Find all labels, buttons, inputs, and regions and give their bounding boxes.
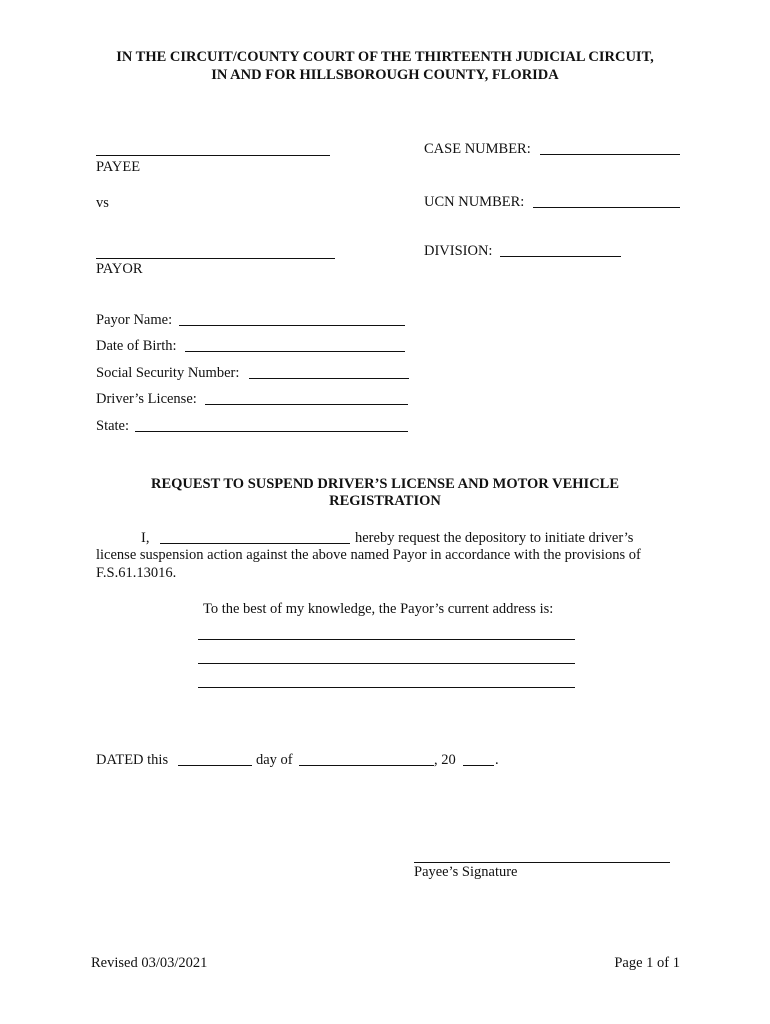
ucn-number-line[interactable] bbox=[533, 207, 680, 208]
division-label: DIVISION: bbox=[424, 243, 493, 259]
payor-name-label: Payor Name: bbox=[96, 312, 173, 328]
revised-date: Revised 03/03/2021 bbox=[91, 955, 208, 971]
address-line-2[interactable] bbox=[198, 663, 575, 664]
request-text-line1: hereby request the depository to initiate driver’s bbox=[355, 530, 634, 546]
ucn-number-label: UCN NUMBER: bbox=[424, 194, 525, 210]
i-label: I, bbox=[141, 530, 150, 546]
state-field[interactable] bbox=[135, 431, 408, 432]
drivers-license-label: Driver’s License: bbox=[96, 391, 197, 407]
page-number: Page 1 of 1 bbox=[614, 955, 680, 971]
requester-name-field[interactable] bbox=[160, 543, 350, 544]
ssn-label: Social Security Number: bbox=[96, 365, 240, 381]
dated-day-field[interactable] bbox=[178, 765, 252, 766]
payor-label: PAYOR bbox=[96, 261, 143, 277]
request-text-line3: F.S.61.13016. bbox=[96, 565, 177, 581]
payee-label: PAYEE bbox=[96, 159, 141, 175]
address-line-1[interactable] bbox=[198, 639, 575, 640]
drivers-license-field[interactable] bbox=[205, 404, 408, 405]
court-header-line1: IN THE CIRCUIT/COUNTY COURT OF THE THIRTEENTH JUDICIAL CIRCUIT, bbox=[116, 49, 654, 65]
dob-field[interactable] bbox=[185, 351, 405, 352]
state-label: State: bbox=[96, 418, 130, 434]
dated-this-label: DATED this bbox=[96, 752, 169, 768]
ssn-field[interactable] bbox=[249, 378, 409, 379]
dated-period: . bbox=[495, 752, 499, 768]
vs-label: vs bbox=[96, 195, 109, 211]
division-line[interactable] bbox=[500, 256, 621, 257]
address-intro: To the best of my knowledge, the Payor’s current address is: bbox=[203, 601, 554, 617]
dob-label: Date of Birth: bbox=[96, 338, 177, 354]
payor-name-field[interactable] bbox=[179, 325, 405, 326]
request-text-line2: license suspension action against the above named Payor in accordance with the provisions of bbox=[96, 547, 641, 563]
payee-signature-label: Payee’s Signature bbox=[414, 864, 518, 880]
request-title-line1: REQUEST TO SUSPEND DRIVER’S LICENSE AND MOTOR VEHICLE bbox=[150, 476, 620, 492]
day-of-label: day of bbox=[256, 752, 293, 768]
payee-name-line[interactable] bbox=[96, 155, 330, 156]
case-number-label: CASE NUMBER: bbox=[424, 141, 531, 157]
payor-name-line[interactable] bbox=[96, 258, 335, 259]
year-prefix-label: , 20 bbox=[434, 752, 456, 768]
address-line-3[interactable] bbox=[198, 687, 575, 688]
dated-year-field[interactable] bbox=[463, 765, 494, 766]
court-header-line2: IN AND FOR HILLSBOROUGH COUNTY, FLORIDA bbox=[211, 67, 559, 83]
case-number-line[interactable] bbox=[540, 154, 680, 155]
request-title-line2: REGISTRATION bbox=[329, 493, 441, 509]
dated-month-field[interactable] bbox=[299, 765, 434, 766]
